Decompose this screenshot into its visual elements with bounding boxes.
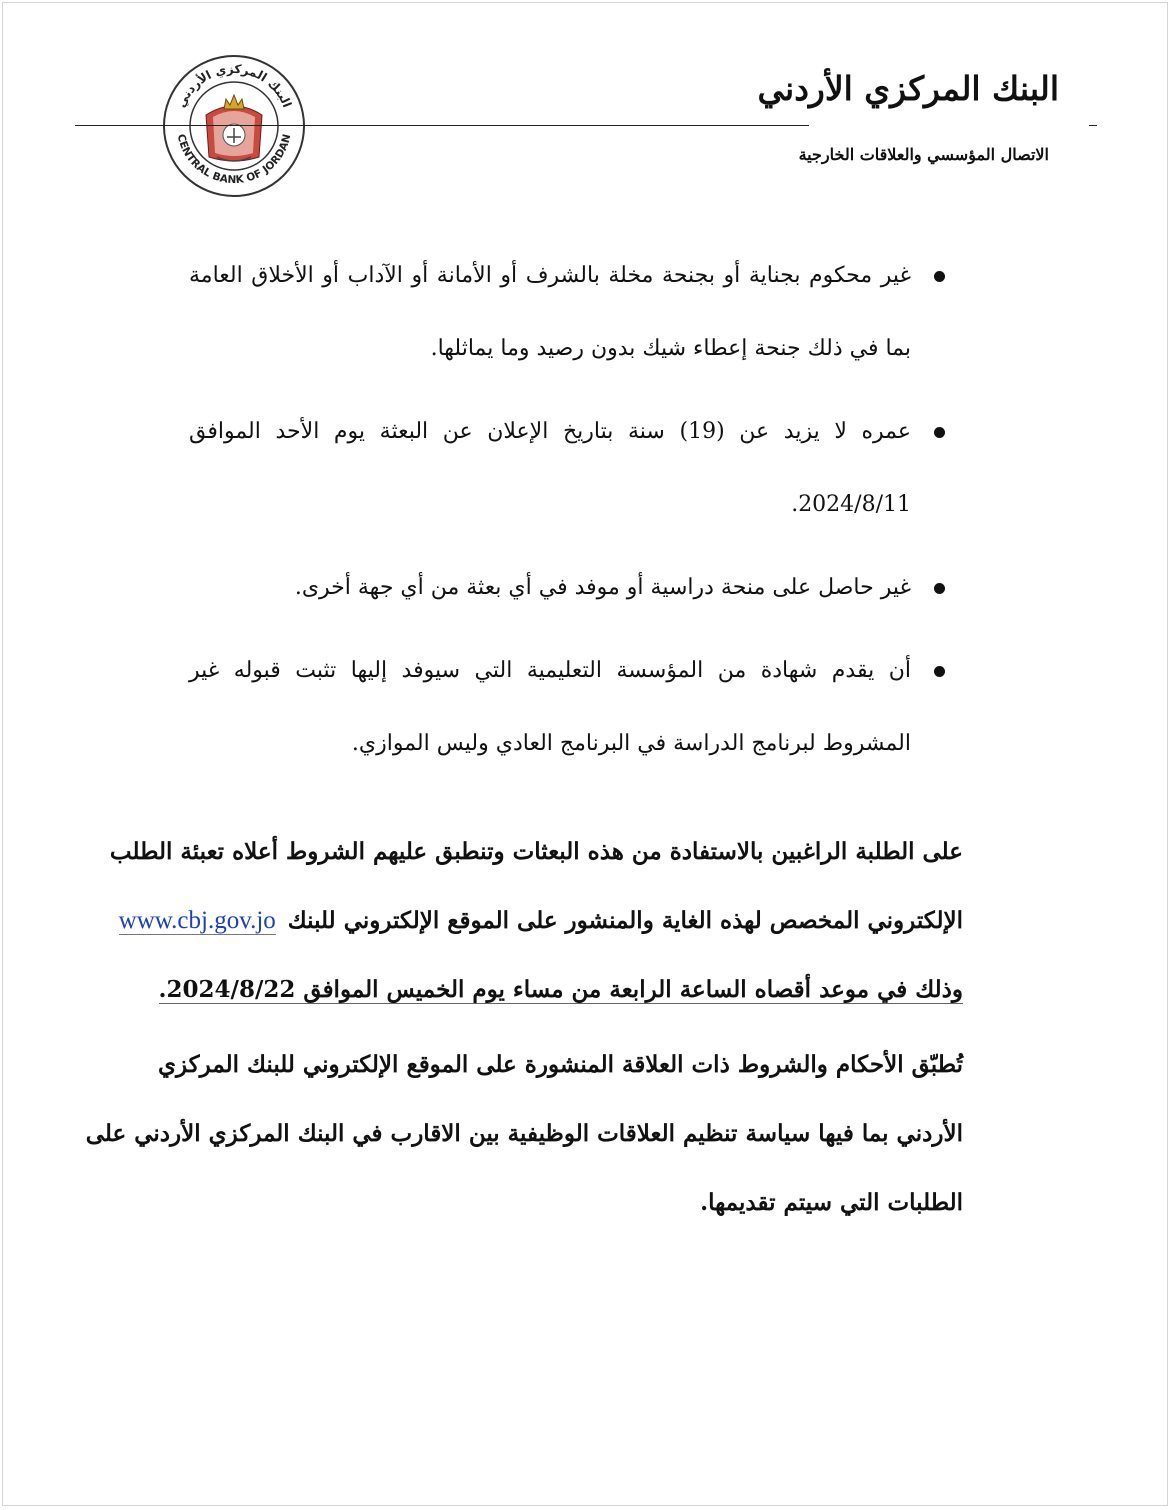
bullet-icon bbox=[934, 666, 945, 677]
bullet-icon bbox=[934, 271, 945, 282]
header-rule bbox=[75, 125, 809, 126]
jordan-coat-of-arms-icon bbox=[206, 95, 262, 161]
logo-arabic-text: البنك المركزي الأردني bbox=[173, 61, 295, 110]
header-rule-end bbox=[1089, 125, 1097, 126]
condition-item bbox=[189, 551, 945, 624]
condition-text: عمره لا يزيد عن (19) سنة بتاريخ الإعلان عن البعثة يوم الأحد الموافق 2024/8/11. bbox=[189, 419, 912, 517]
condition-text: غير حاصل على منحة دراسية أو موفد في أي بعثة من أي جهة أخرى. bbox=[294, 575, 911, 600]
terms-line-2: الأردني بما فيها سياسة تنظيم العلاقات الوظيفية بين الاقارب في البنك المركزي الأردني على bbox=[85, 1120, 963, 1147]
condition-item bbox=[189, 239, 945, 385]
terms-line-3: الطلبات التي سيتم تقديمها. bbox=[700, 1189, 963, 1216]
deadline-text: وذلك في موعد أقصاه الساعة الرابعة من مساء يوم الخميس الموافق 2024/8/22. bbox=[158, 976, 963, 1003]
department-name: الاتصال المؤسسي والعلاقات الخارجية bbox=[798, 145, 1049, 164]
terms-line-1: تُطبّق الأحكام والشروط ذات العلاقة المنشورة على الموقع الإلكتروني للبنك المركزي bbox=[157, 1051, 963, 1078]
application-notice bbox=[85, 821, 963, 1241]
bank-name-heading: البنك المركزي الأردني bbox=[757, 69, 1059, 108]
notice-line-1: على الطلبة الراغبين بالاستفادة من هذه البعثات وتنطبق عليهم الشروط أعلاه تعبئة الطلب bbox=[109, 838, 963, 865]
condition-item bbox=[189, 395, 945, 541]
notice-deadline-line bbox=[158, 959, 963, 1028]
document-page bbox=[2, 2, 1168, 1506]
conditions-list bbox=[189, 239, 945, 790]
bullet-icon bbox=[934, 583, 945, 594]
condition-text: أن يقدم شهادة من المؤسسة التعليمية التي سيوفد إليها تثبت قبوله غير المشروط لبرنامج الدراسة في البرنامج العادي وليس الموازي. bbox=[189, 658, 911, 756]
terms-paragraph bbox=[85, 1034, 963, 1241]
website-link[interactable]: www.cbj.gov.jo bbox=[118, 907, 276, 934]
central-bank-logo bbox=[161, 53, 307, 199]
bullet-icon bbox=[934, 427, 945, 438]
notice-line-2 bbox=[118, 890, 963, 959]
notice-line-2-text: الإلكتروني المخصص لهذه الغاية والمنشور على الموقع الإلكتروني للبنك bbox=[287, 907, 963, 934]
condition-text: غير محكوم بجناية أو بجنحة مخلة بالشرف أو الأمانة أو الآداب أو الأخلاق العامة بما في ذلك جنحة إعطاء شيك بدون رصيد وما يماثلها. bbox=[189, 263, 911, 361]
condition-item bbox=[189, 634, 945, 780]
logo-english-text: CENTRAL BANK OF JORDAN bbox=[174, 132, 294, 187]
